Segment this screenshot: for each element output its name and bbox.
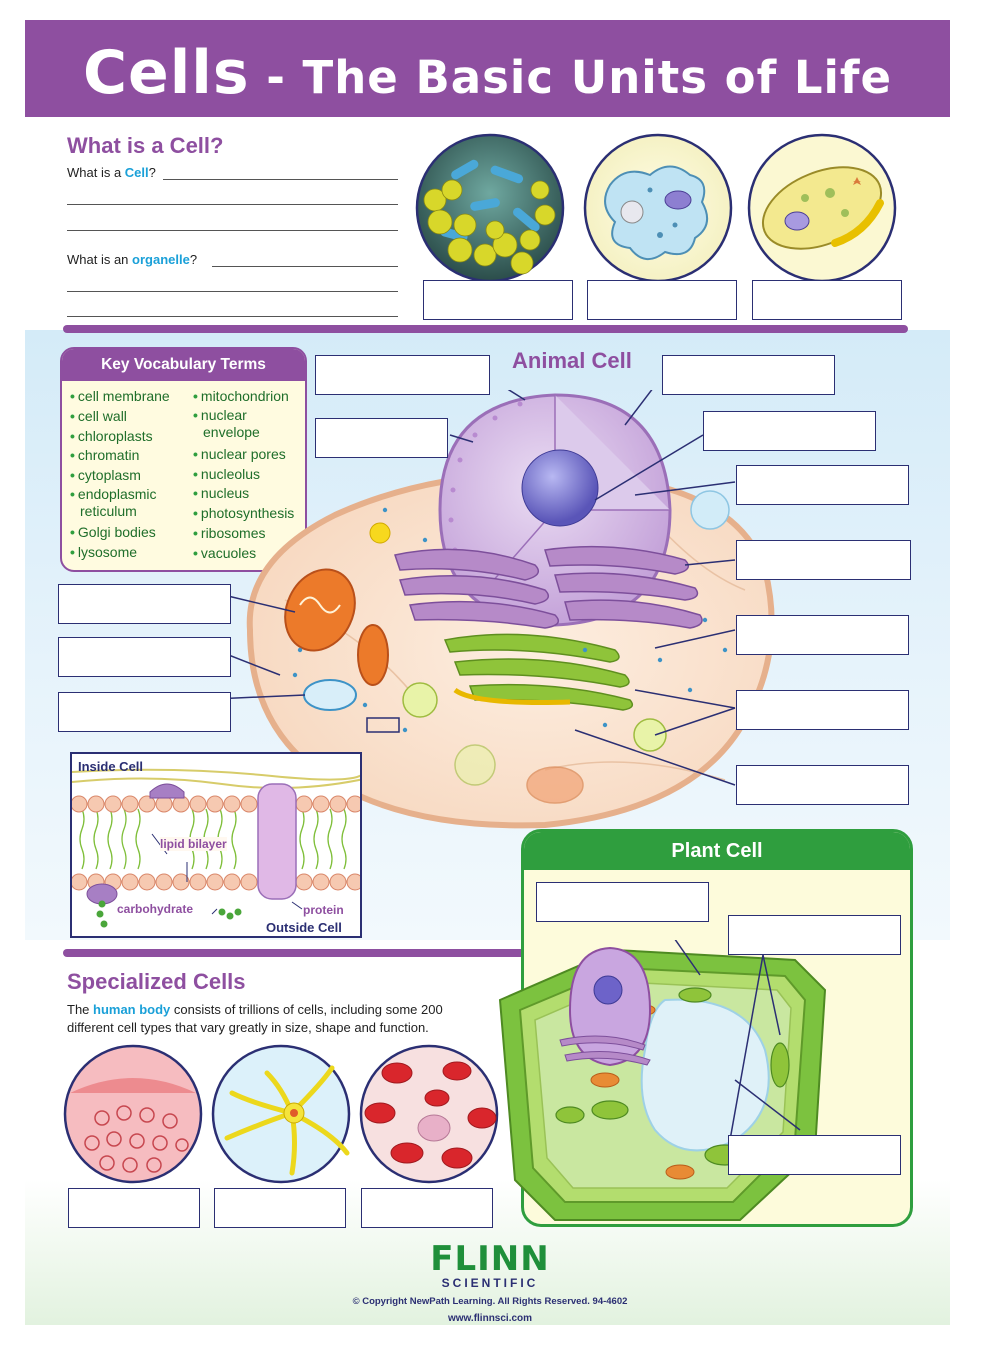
answer-line[interactable] — [67, 316, 398, 317]
what-is-cell-heading: What is a Cell? — [67, 133, 224, 158]
plant-cell-illustration — [495, 940, 830, 1225]
section-divider-lower — [63, 949, 533, 957]
vocab-term: • nuclear envelope — [193, 406, 260, 440]
vocabulary-heading: Key Vocabulary Terms — [62, 349, 305, 381]
vocab-term: • lysosome — [70, 543, 138, 560]
website-link[interactable]: www.flinnsci.com — [447, 1313, 533, 1324]
label-box-nerve-cell[interactable] — [214, 1188, 346, 1228]
vocab-term: • nucleolus — [193, 465, 261, 482]
label-box-animal-5[interactable] — [736, 465, 909, 505]
label-box-skin-cell[interactable] — [68, 1188, 200, 1228]
flinn-logo: FLINN SCIENTIFIC — [430, 1239, 550, 1290]
vocab-term: • vacuoles — [193, 544, 257, 561]
carbohydrate-label: carbohydrate — [117, 902, 194, 916]
label-box-animal-7[interactable] — [736, 615, 909, 655]
vocabulary-column-1 — [70, 387, 170, 563]
microbe-illustrations — [410, 130, 750, 290]
outside-cell-label: Outside Cell — [266, 920, 342, 935]
page-title: Cells - The Basic Units of Life — [82, 38, 893, 108]
answer-line[interactable] — [67, 291, 398, 292]
specialized-cells-heading: Specialized Cells — [67, 969, 246, 994]
vocab-term: • chloroplasts — [70, 427, 153, 444]
answer-line[interactable] — [163, 179, 398, 180]
vocab-term: • cytoplasm — [70, 467, 141, 484]
blood-cells-image — [361, 1046, 497, 1182]
plant-cell-title: Plant Cell — [524, 832, 910, 870]
label-box-plant-1[interactable] — [536, 882, 709, 922]
paramecium-image — [745, 133, 900, 288]
label-box-animal-9[interactable] — [736, 765, 909, 805]
lysosome — [304, 680, 356, 710]
label-box-paramecium[interactable] — [752, 280, 902, 320]
vocab-term: • ribosomes — [193, 524, 266, 541]
amoeba-image — [585, 135, 731, 281]
label-box-animal-2[interactable] — [315, 418, 448, 458]
vocab-term: • nucleus — [193, 485, 250, 502]
question-organelle: What is an organelle? — [67, 252, 198, 267]
label-box-plant-2[interactable] — [728, 915, 901, 955]
vocab-term: • nuclear pores — [193, 445, 286, 462]
copyright-text: © Copyright NewPath Learning. All Rights Reserved. 94-4602 — [352, 1296, 628, 1307]
label-box-animal-10[interactable] — [58, 584, 231, 624]
specialized-cell-images — [62, 1043, 502, 1188]
label-box-plant-3[interactable] — [728, 1135, 901, 1175]
vocab-term: • cell membrane — [70, 388, 170, 404]
label-box-bacteria[interactable] — [423, 280, 573, 320]
inside-cell-label: Inside Cell — [78, 759, 144, 774]
nerve-cell-image — [213, 1046, 349, 1182]
skin-cells-image — [65, 1046, 201, 1182]
section-divider — [63, 325, 908, 333]
answer-line[interactable] — [212, 266, 398, 267]
vocab-term: • cell wall — [70, 407, 127, 424]
vocab-term: • endoplasmic reticulum — [70, 485, 157, 519]
label-box-animal-8[interactable] — [736, 690, 909, 730]
vocab-term: • mitochondrion — [193, 388, 289, 404]
label-box-animal-6[interactable] — [736, 540, 911, 580]
label-box-animal-11[interactable] — [58, 637, 231, 677]
bacteria-image — [417, 135, 563, 281]
answer-line[interactable] — [67, 230, 398, 231]
label-box-animal-3[interactable] — [662, 355, 835, 395]
label-box-amoeba[interactable] — [587, 280, 737, 320]
cell-membrane-inset — [70, 752, 362, 938]
label-box-animal-12[interactable] — [58, 692, 231, 732]
label-box-animal-1[interactable] — [315, 355, 490, 395]
animal-cell-title: Animal Cell — [512, 348, 632, 373]
question-cell: What is a Cell? — [67, 165, 156, 180]
label-box-blood-cell[interactable] — [361, 1188, 493, 1228]
lipid-bilayer-label: lipid bilayer — [160, 837, 227, 851]
vocab-term: • chromatin — [70, 447, 140, 464]
vocab-term: • photosynthesis — [193, 505, 295, 522]
answer-line[interactable] — [67, 204, 398, 205]
specialized-cells-text: The human body consists of trillions of cells, including some 200 different cell types that vary greatly in size, shape and function. — [67, 1002, 443, 1035]
title-banner — [25, 20, 950, 117]
protein-label: protein — [303, 903, 344, 917]
vocab-term: • Golgi bodies — [70, 523, 156, 540]
label-box-animal-4[interactable] — [703, 411, 876, 451]
